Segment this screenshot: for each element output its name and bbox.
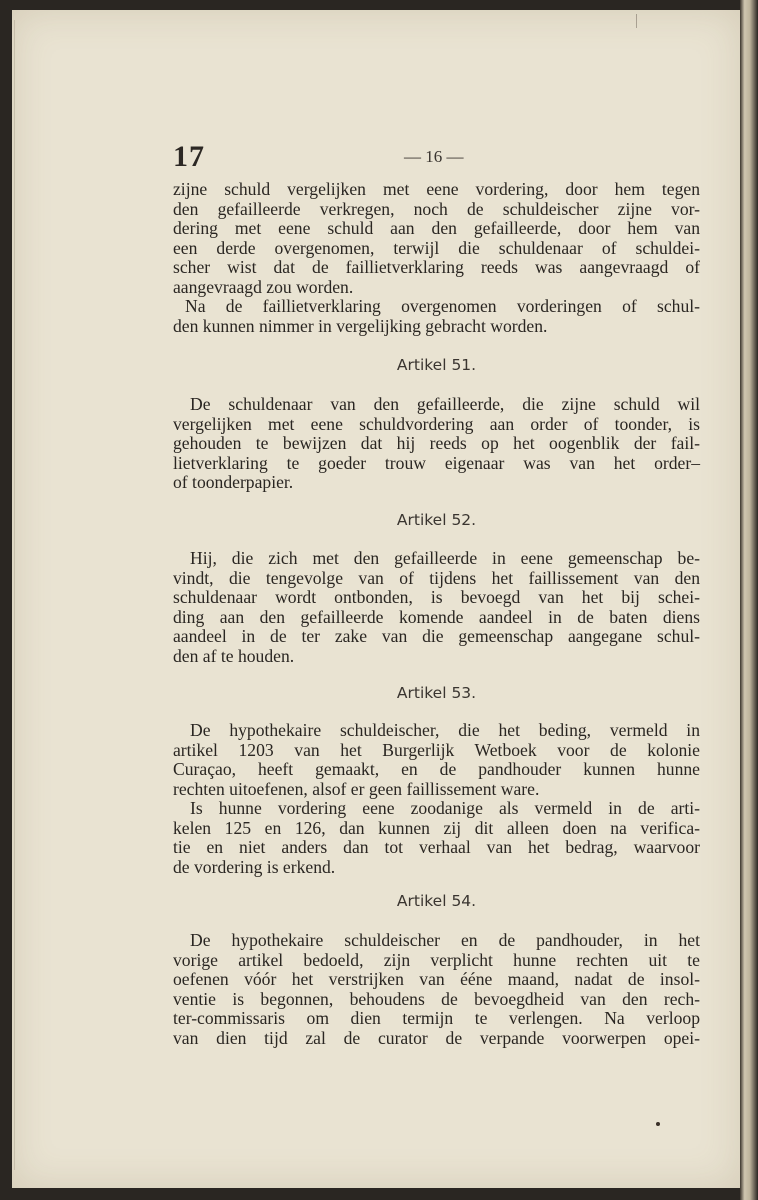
text-line: lietverklaring te goeder trouw eigenaar was van het order– (173, 452, 700, 473)
page-edge-shadow (740, 0, 758, 1200)
paragraph-texts (0, 0, 1, 1)
text-line: vorige artikel bedoeld, zijn verplicht hunne rechten uit te (173, 949, 700, 970)
text-line: van dien tijd zal de curator de verpande voorwerpen opei- (173, 1027, 700, 1048)
margin-line (14, 20, 15, 1170)
text-line: den af te houden. (173, 645, 295, 666)
text-line: De hypothekaire schuldeischer, die het beding, vermeld in (190, 720, 700, 740)
text-line: artikel 1203 van het Burgerlijk Wetboek voor de kolonie (173, 739, 700, 760)
text-line: oefenen vóór het verstrijken van ééne maand, nadat de insol- (173, 969, 700, 989)
text-line: aandeel in de ter zake van die gemeenschap aangegane schul- (173, 626, 700, 646)
text-line: aangevraagd zou worden. (173, 276, 354, 297)
paragraph-text (0, 0, 1, 1)
text-line: Na de faillietverklaring overgenomen vorderingen of schul- (185, 296, 700, 316)
ink-dot (656, 1122, 660, 1126)
text-line: ding aan den gefailleerde komende aandeel in de baten diens (173, 606, 700, 627)
text-line: vindt, die tengevolge van of tijdens het faillissement van den (173, 567, 700, 588)
text-line: vergelijken met eene schuldvordering aan order of toonder, is (173, 413, 700, 434)
text-line: de vordering is erkend. (173, 856, 336, 877)
text-line: den gefailleerde verkregen, noch de schuldeischer zijne vor- (173, 198, 700, 219)
text-line: zijne schuld vergelijken met eene vordering, door hem tegen (173, 179, 700, 199)
text-line: den kunnen nimmer in vergelijking gebracht worden. (173, 315, 548, 336)
article-heading-54: Artikel 54. (396, 892, 477, 910)
text-line: De hypothekaire schuldeischer en de pandhouder, in het (190, 930, 700, 950)
text-line: Is hunne vordering eene zoodanige als vermeld in de arti- (190, 798, 700, 818)
text-line: tie en niet anders dan tot verhaal van het bedrag, waarvoor (173, 837, 700, 857)
article-heading-52: Artikel 52. (396, 511, 477, 529)
text-line: Hij, die zich met den gefailleerde in eene gemeenschap be- (190, 548, 700, 568)
text-line: ter-commissaris om dien termijn te verlengen. Na verloop (173, 1008, 700, 1028)
article-heading-51: Artikel 51. (396, 356, 477, 374)
text-line: Curaçao, heeft gemaakt, en de pandhouder kunnen hunne (173, 759, 700, 779)
text-line: kelen 125 en 126, dan kunnen zij dit alleen doen na verifica- (173, 817, 700, 838)
sheet-number: 17 (173, 140, 205, 173)
page-number: — 16 — (404, 147, 464, 166)
text-line: een derde overgenomen, terwijl die schuldenaar of schuldei- (173, 237, 700, 258)
text-line: dering met eene schuld aan den gefailleerde, door hem van (173, 218, 700, 238)
text-line: gehouden te bewijzen dat hij reeds op het oogenblik der fail- (173, 433, 700, 453)
text-line: scher wist dat de faillietverklaring reeds was aangevraagd of (173, 257, 700, 277)
text-line: of toonderpapier. (173, 472, 294, 492)
text-line: rechten uitoefenen, alsof er geen faillissement ware. (173, 778, 540, 799)
text-line: De schuldenaar van den gefailleerde, die zijne schuld wil (190, 394, 700, 414)
scan-speck (636, 14, 637, 28)
text-line: ventie is begonnen, behoudens de bevoegdheid van den rech- (173, 988, 700, 1009)
text-line: schuldenaar wordt ontbonden, is bevoegd van het bij schei- (173, 587, 700, 607)
article-heading-53: Artikel 53. (396, 684, 477, 702)
